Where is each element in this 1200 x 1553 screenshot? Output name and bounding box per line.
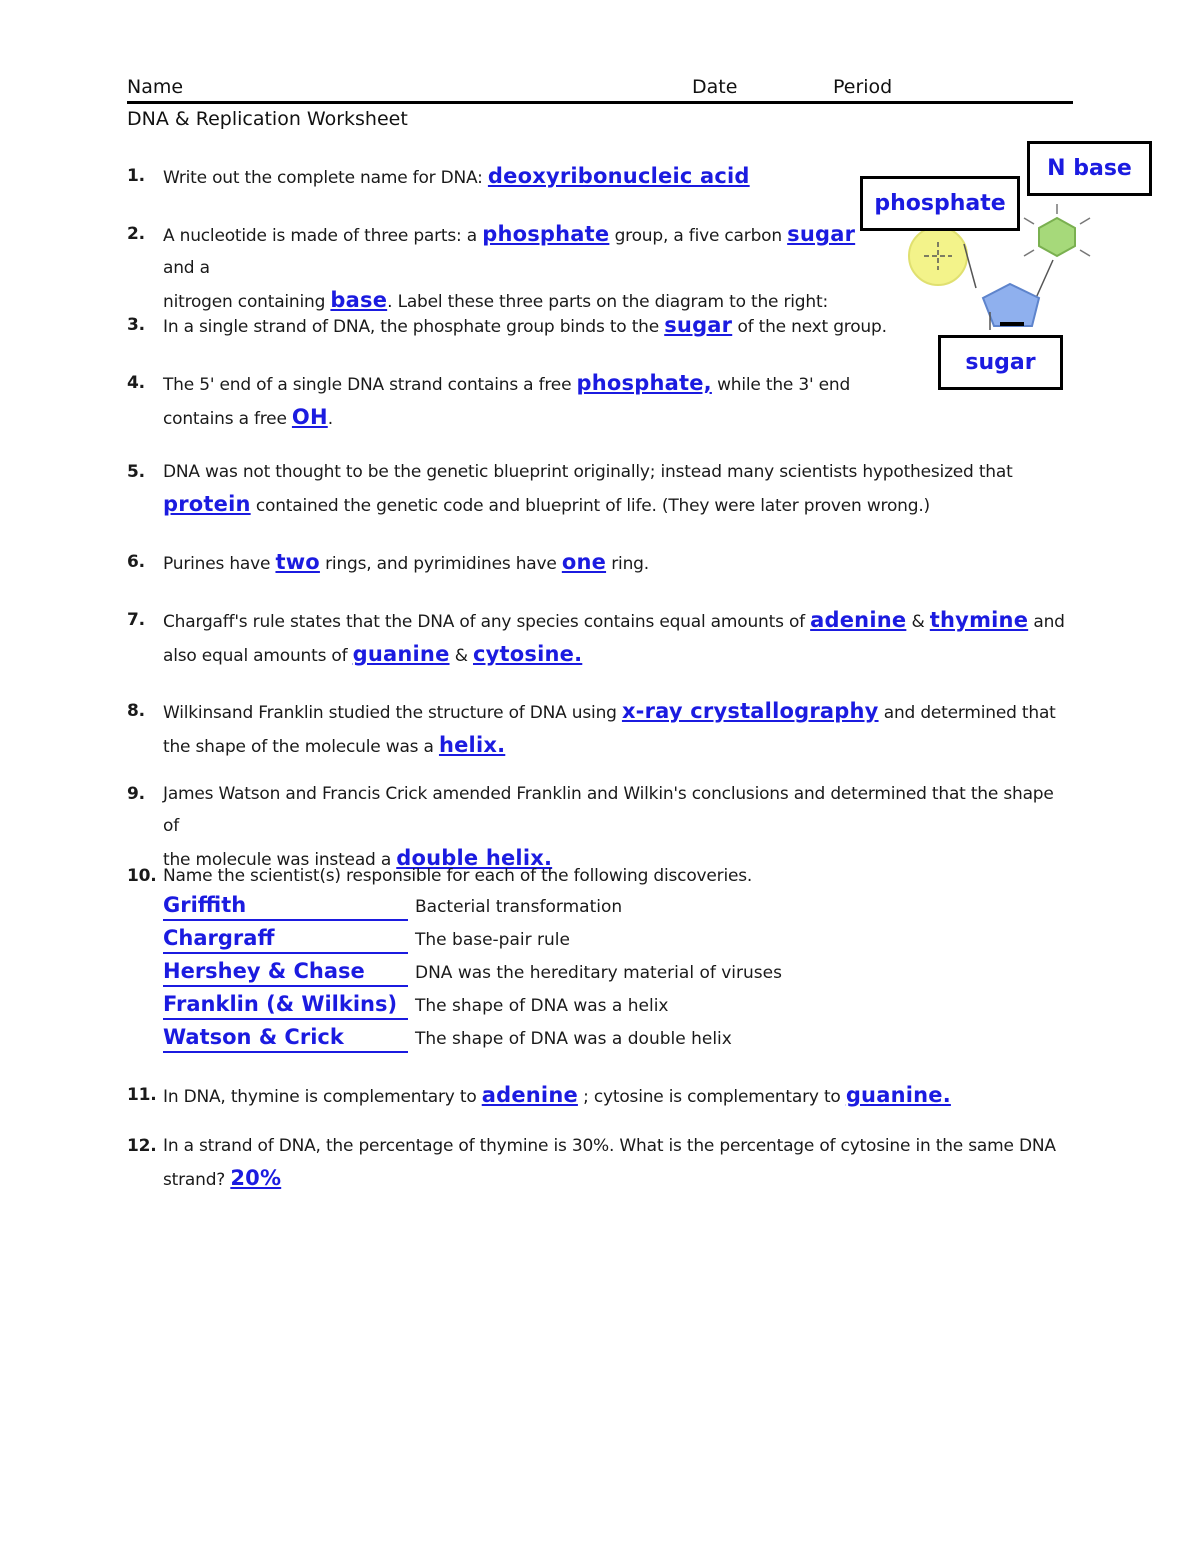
question-11 [127,1079,1072,1113]
scientist-row [163,1023,863,1056]
question-number: 8. [127,701,145,721]
scientist-answer: Chargraff [163,924,408,954]
answer: helix. [438,733,506,757]
question-number: 12. [127,1136,157,1156]
answer: phosphate [482,222,610,246]
question-text: Purines have [163,554,276,574]
period-label: Period [833,76,893,98]
date-label: Date [692,76,738,98]
answer: adenine [481,1083,578,1107]
answer: sugar [787,222,856,246]
scientist-answer: Watson & Crick [163,1023,408,1053]
question-number: 6. [127,552,145,572]
question-4 [127,367,887,435]
answer: deoxyribonucleic acid [487,164,750,188]
question-text: In a single strand of DNA, the phosphate group binds to the [163,317,665,337]
scientist-row [163,924,863,957]
discovery-text: DNA was the hereditary material of viruses [415,963,782,983]
question-text: & [906,612,930,632]
question-1 [127,160,1072,194]
question-text: Write out the complete name for DNA: [163,168,488,188]
question-text: the shape of the molecule was a [163,737,439,757]
question-text: Name the scientist(s) responsible for each of the following discoveries. [163,866,753,886]
answer: phosphate, [576,371,712,395]
question-text: ; cytosine is complementary to [577,1087,846,1107]
question-text: In DNA, thymine is complementary to [163,1087,482,1107]
question-text: the molecule was instead a [163,850,397,870]
header-rule [127,101,1073,104]
phosphate-label-box: phosphate [860,176,1020,231]
scientist-answer: Griffith [163,891,408,921]
question-text: and determined that [878,703,1056,723]
question-text: Chargaff's rule states that the DNA of any species contains equal amounts of [163,612,811,632]
question-number: 1. [127,166,145,186]
question-6 [127,546,1072,580]
question-5 [127,456,1072,522]
question-text: ring. [606,554,649,574]
question-text: In a strand of DNA, the percentage of thymine is 30%. What is the percentage of cytosine in the same DNA [163,1136,1056,1156]
scientist-answer: Franklin (& Wilkins) [163,990,408,1020]
answer: 20% [230,1166,282,1190]
question-3 [127,309,907,343]
answer: cytosine. [473,642,583,666]
scientist-answer: Hershey & Chase [163,957,408,987]
question-10 [127,860,1072,892]
question-number: 4. [127,373,145,393]
answer: guanine [352,642,450,666]
question-number: 5. [127,462,145,482]
question-text: . Label these three parts on the diagram to the right: [387,292,828,312]
question-number: 2. [127,224,145,244]
question-2 [127,218,887,318]
question-text: rings, and pyrimidines have [319,554,562,574]
question-text: contains a free [163,409,292,429]
question-text: nitrogen containing [163,292,331,312]
question-number: 7. [127,610,145,630]
answer: one [561,550,607,574]
answer: OH [291,405,328,429]
question-text: & [449,646,473,666]
answer: two [275,550,320,574]
answer: adenine [810,608,907,632]
worksheet-title: DNA & Replication Worksheet [127,108,408,130]
question-text: of the next group. [732,317,887,337]
scientist-row [163,957,863,990]
phosphate-circle [909,227,967,285]
scientist-row [163,891,863,924]
question-text: group, a five carbon [609,226,788,246]
question-12 [127,1130,1072,1196]
answer: thymine [929,608,1029,632]
discovery-text: The shape of DNA was a double helix [415,1029,732,1049]
question-text: while the 3' end [711,375,851,395]
question-text: and a [163,258,210,278]
question-number: 11. [127,1085,157,1105]
question-number: 3. [127,315,145,335]
nbase-label-box: N base [1027,141,1152,196]
question-number: 9. [127,784,145,804]
discovery-text: The shape of DNA was a helix [415,996,669,1016]
answer: x-ray crystallography [621,699,879,723]
name-label: Name [127,76,184,98]
sugar-pentagon [983,284,1039,326]
question-text: A nucleotide is made of three parts: a [163,226,483,246]
question-8 [127,695,1072,763]
question-text: Wilkinsand Franklin studied the structure of DNA using [163,703,622,723]
answer: sugar [664,313,733,337]
scientist-row [163,990,863,1023]
answer: protein [163,492,251,516]
question-text: The 5' end of a single DNA strand contains a free [163,375,577,395]
question-text: . [327,409,333,429]
question-text: James Watson and Francis Crick amended Franklin and Wilkin's conclusions and determined that the shape of [163,784,1054,836]
question-text: strand? [163,1170,231,1190]
sugar-label-box: sugar [938,335,1063,390]
question-number: 10. [127,866,157,886]
question-text: also equal amounts of [163,646,353,666]
discovery-text: The base-pair rule [415,930,570,950]
answer: guanine. [845,1083,951,1107]
discovery-text: Bacterial transformation [415,897,623,917]
answer: double helix. [396,846,553,870]
question-text: and [1028,612,1065,632]
answer: base [330,288,388,312]
question-text: DNA was not thought to be the genetic blueprint originally; instead many scientists hypothesized that [163,462,1013,482]
question-text: contained the genetic code and blueprint of life. (They were later proven wrong.) [250,496,930,516]
nbase-hexagon [1039,218,1075,256]
question-7 [127,604,1072,672]
